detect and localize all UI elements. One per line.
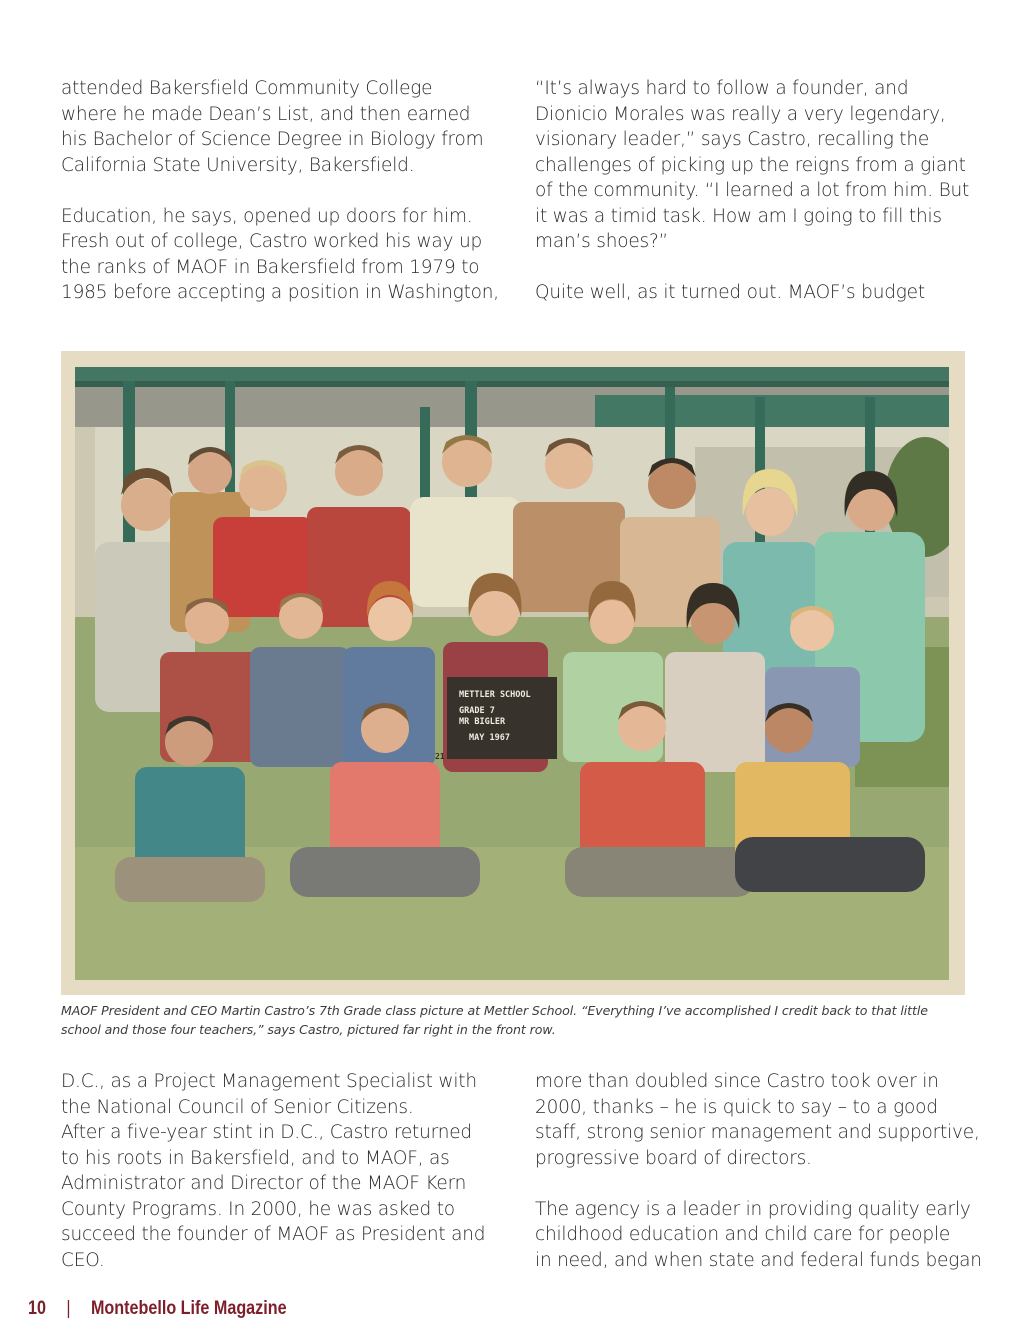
text-line: to his roots in Bakersfield, and to MAOF, as	[61, 1147, 450, 1169]
article-column-bottom-left	[61, 1069, 491, 1273]
text-line: staff, strong senior management and supportive,	[535, 1122, 980, 1143]
text-line: Education, he says, opened up doors for him.	[61, 205, 473, 227]
text-line: man’s shoes?”	[535, 231, 668, 252]
sign-line-school: METTLER SCHOOL	[459, 690, 531, 700]
text-line: more than doubled since Castro took over in	[535, 1071, 939, 1092]
text-line: succeed the founder of MAOF as President and	[61, 1224, 486, 1245]
class-photo	[75, 367, 949, 980]
text-line: D.C., as a Project Management Specialist with	[61, 1071, 477, 1092]
text-line	[535, 255, 965, 281]
text-line: The agency is a leader in providing quality early	[535, 1198, 971, 1220]
text-line: visionary leader,” says Castro, recalling the	[535, 129, 930, 150]
publication-name: Montebello Life Magazine	[90, 1298, 287, 1319]
text-line: challenges of picking up the reigns from a giant	[535, 154, 966, 176]
page-footer	[28, 1298, 287, 1320]
text-line: where he made Dean’s List, and then earned	[61, 103, 471, 125]
article-column-top-right	[535, 76, 970, 306]
text-line: of the community. “I learned a lot from him. But	[535, 180, 970, 201]
photo-caption: MAOF President and CEO Martin Castro’s 7th Grade class picture at Mettler School. “Everything I’ve accomplished I credit back to that little school and those four teachers,” says Castro, pictured far right in the front row.	[61, 1003, 928, 1037]
text-line: CEO.	[61, 1249, 105, 1271]
text-line: After a five-year stint in D.C., Castro returned	[61, 1122, 472, 1143]
text-line: 1985 before accepting a position in Washington,	[61, 282, 499, 303]
sign-line-grade: GRADE 7	[459, 706, 495, 716]
text-line: attended Bakersfield Community College	[61, 78, 433, 99]
text-line: in need, and when state and federal funds began	[535, 1249, 982, 1271]
text-line: County Programs. In 2000, he was asked to	[61, 1198, 455, 1220]
text-line: progressive board of directors.	[535, 1147, 812, 1169]
text-line: the ranks of MAOF in Bakersfield from 1979 to	[61, 256, 480, 278]
text-line: the National Council of Senior Citizens.	[61, 1096, 414, 1118]
text-line: it was a timid task. How am I going to fill this	[535, 205, 942, 227]
text-line: “It’s always hard to follow a founder, and	[535, 78, 909, 99]
sign-number: 21	[435, 752, 445, 761]
text-line: his Bachelor of Science Degree in Biology from	[61, 129, 484, 150]
text-line: childhood education and child care for people	[535, 1224, 951, 1245]
class-photo-frame	[61, 351, 965, 995]
text-line	[535, 1171, 965, 1197]
page-number: 10	[28, 1298, 46, 1319]
text-line	[61, 178, 491, 204]
footer-separator: |	[66, 1298, 71, 1319]
text-line: Dionicio Morales was really a very legendary,	[535, 103, 946, 125]
text-line: 2000, thanks – he is quick to say – to a good	[535, 1096, 938, 1118]
text-line: California State University, Bakersfield.	[61, 154, 415, 176]
text-line: Fresh out of college, Castro worked his way up	[61, 231, 483, 252]
article-column-top-left	[61, 76, 499, 306]
sign-line-teacher: MR BIGLER	[459, 717, 506, 727]
text-line: Administrator and Director of the MAOF Kern	[61, 1173, 467, 1194]
sign-line-date: MAY 1967	[469, 733, 510, 743]
article-column-bottom-right	[535, 1069, 982, 1273]
text-line: Quite well, as it turned out. MAOF’s budget	[535, 282, 925, 303]
